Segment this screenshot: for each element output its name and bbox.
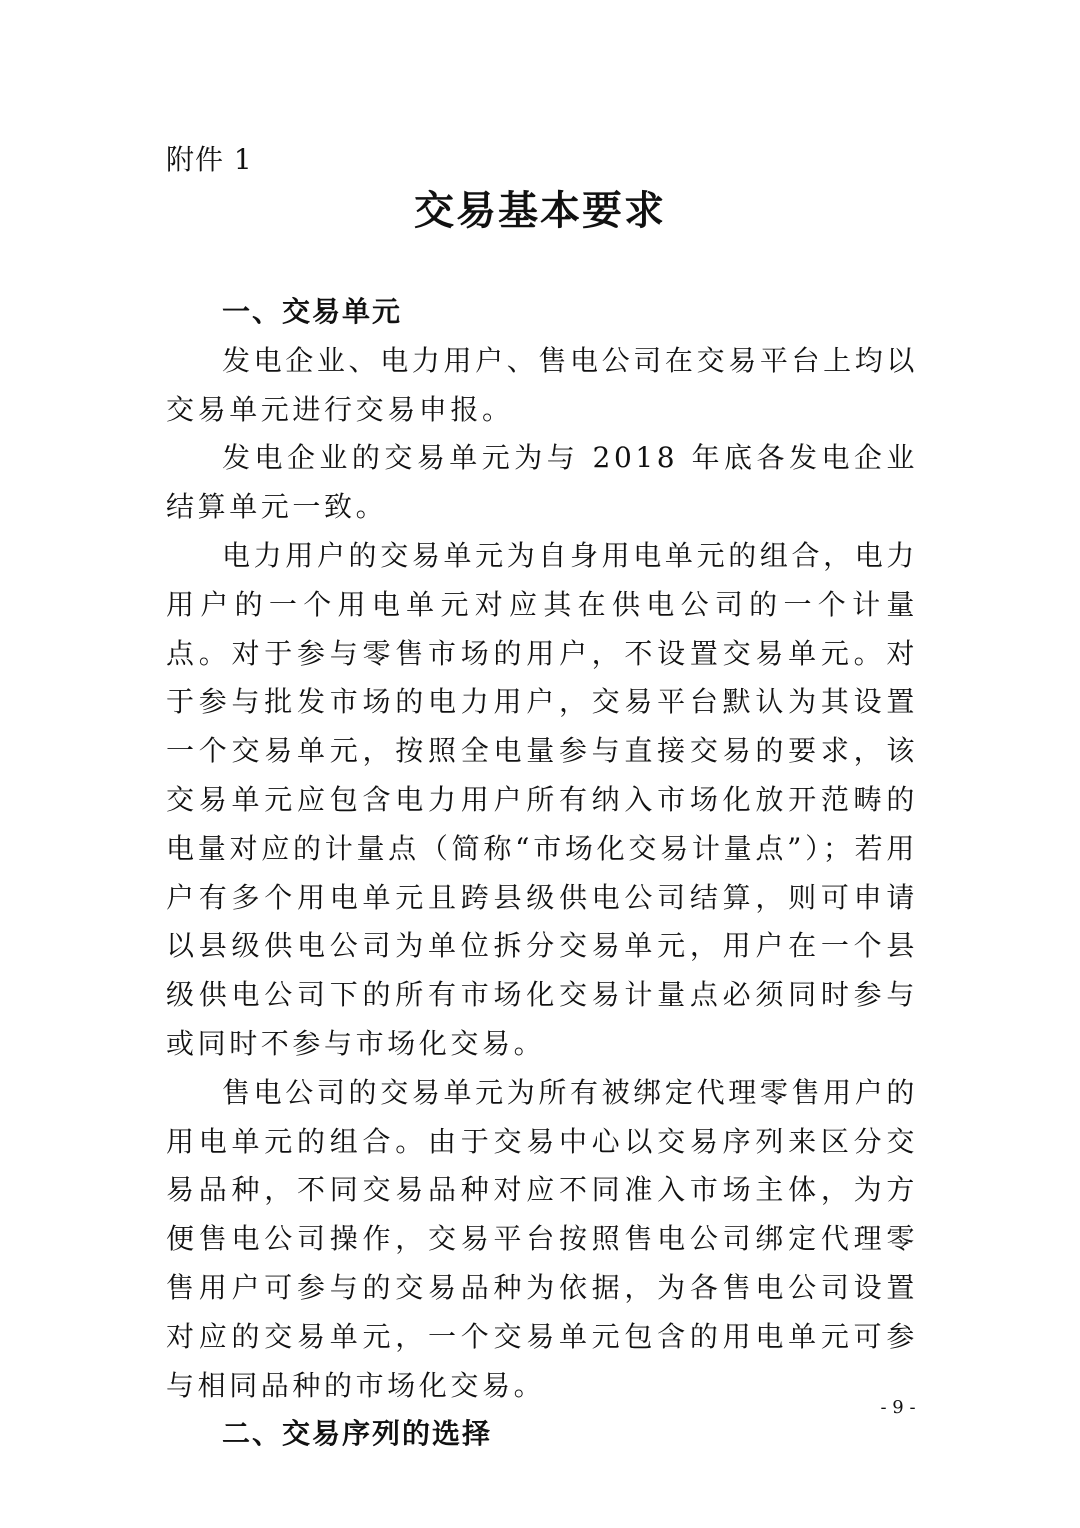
- paragraph: 电力用户的交易单元为自身用电单元的组合，电力用户的一个用电单元对应其在供电公司的一个计量点。对于参与零售市场的用户，不设置交易单元。对于参与批发市场的电力用户，交易平台默认为其设置一个交易单元，按照全电量参与直接交易的要求，该交易单元应包含电力用户所有纳入市场化放开范畴的电量对应的计量点（简称“市场化交易计量点”）；若用户有多个用电单元且跨县级供电公司结算，则可申请以县级供电公司为单位拆分交易单元，用户在一个县级供电公司下的所有市场化交易计量点必须同时参与或同时不参与市场化交易。: [166, 538, 918, 1060]
- document-title: 交易基本要求: [414, 187, 666, 234]
- section-heading: 一、交易单元: [222, 295, 403, 328]
- document-body: [166, 288, 918, 1459]
- section-heading: 二、交易序列的选择: [222, 1417, 493, 1451]
- paragraph: 发电企业的交易单元为与 2018 年底各发电企业结算单元一致。: [166, 441, 918, 524]
- paragraph: 发电企业、电力用户、售电公司在交易平台上均以交易单元进行交易申报。: [166, 343, 918, 426]
- page-number: - 9 -: [880, 1397, 916, 1418]
- paragraph: 售电公司的交易单元为所有被绑定代理零售用户的用电单元的组合。由于交易中心以交易序列来区分交易品种，不同交易品种对应不同准入市场主体，为方便售电公司操作，交易平台按照售电公司绑定代理零售用户可参与的交易品种为依据，为各售电公司设置对应的交易单元，一个交易单元包含的用电单元可参与相同品种的市场化交易。: [166, 1075, 918, 1402]
- attachment-label: 附件 1: [166, 143, 253, 176]
